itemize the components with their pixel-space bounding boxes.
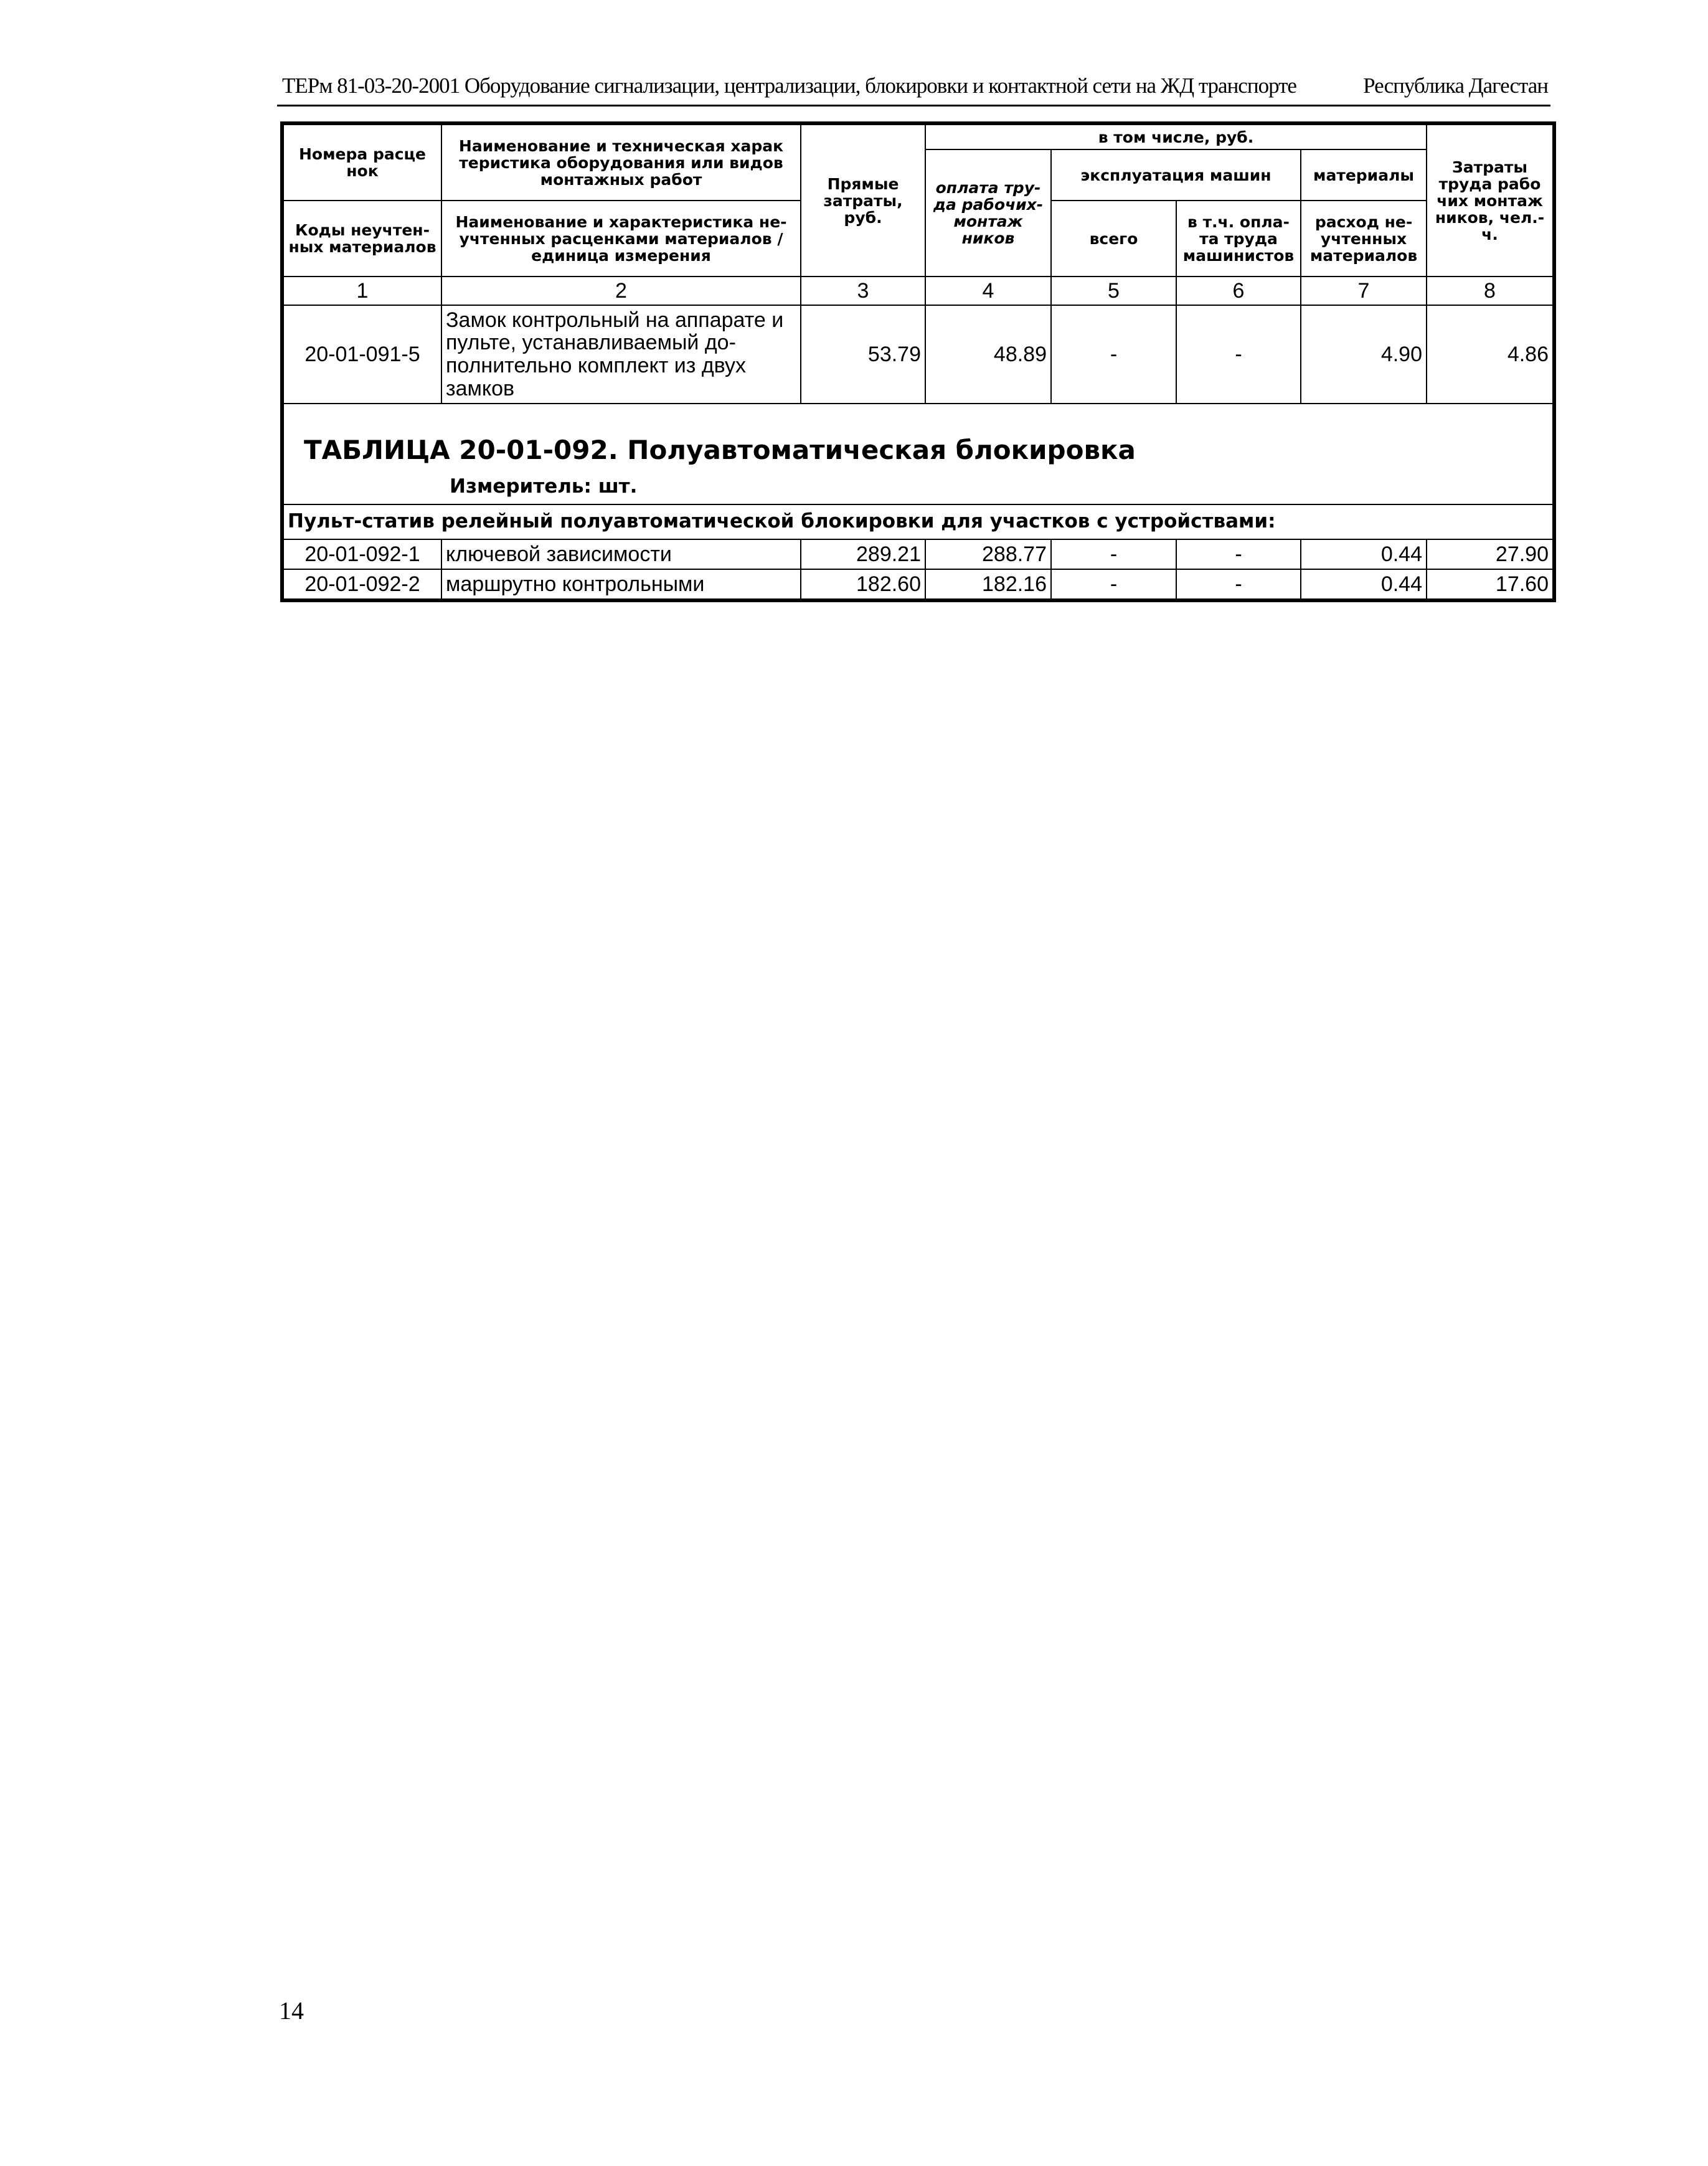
table-title: ТАБЛИЦА 20-01-092. Полуавтоматическая блокировка	[304, 434, 1136, 465]
labor-pay: 48.89	[925, 305, 1051, 404]
materials: 0.44	[1301, 569, 1427, 600]
header-materials: материалы	[1301, 149, 1427, 201]
column-number: 5	[1051, 277, 1176, 305]
labor-cost: 4.86	[1427, 305, 1554, 404]
direct-costs: 289.21	[801, 539, 925, 569]
header-labor-pay: оплата тру-да рабочих-монтаж ников	[925, 149, 1051, 277]
header-machines-total: всего	[1051, 201, 1176, 277]
direct-costs: 182.60	[801, 569, 925, 600]
header-labor-cost: Затраты труда рабо чих монтаж ников, чел.-ч.	[1427, 123, 1554, 277]
labor-cost: 17.60	[1427, 569, 1554, 600]
table-row	[282, 569, 1554, 600]
header-name: Наименование и техническая харак теристика оборудования или видов монтажных работ	[441, 123, 801, 201]
materials: 4.90	[1301, 305, 1427, 404]
header-unaccounted-materials: Наименование и характеристика не-учтенных расценками материалов / единица измерения	[441, 201, 801, 277]
machines-total: -	[1051, 305, 1176, 404]
rate-name: Замок контрольный на аппарате и пульте, устанавливаемый до-полнительно комплект из двух замков	[441, 305, 801, 404]
materials: 0.44	[1301, 539, 1427, 569]
column-number: 8	[1427, 277, 1554, 305]
machines-pay: -	[1176, 569, 1301, 600]
rates-table	[280, 121, 1556, 602]
column-number: 3	[801, 277, 925, 305]
header-materials-consumption: расход не-учтенных материалов	[1301, 201, 1427, 277]
labor-pay: 182.16	[925, 569, 1051, 600]
column-number: 1	[282, 277, 441, 305]
rate-code: 20-01-092-1	[282, 539, 441, 569]
column-number: 4	[925, 277, 1051, 305]
header-row-1	[282, 123, 1554, 149]
section-subtitle: Пульт-статив релейный полуавтоматической блокировки для участков с устройствами:	[282, 504, 1554, 539]
labor-pay: 288.77	[925, 539, 1051, 569]
column-numbers-row	[282, 277, 1554, 305]
column-number: 7	[1301, 277, 1427, 305]
labor-cost: 27.90	[1427, 539, 1554, 569]
page-number: 14	[279, 1997, 304, 2025]
header-machines-pay: в т.ч. опла-та труда машинистов	[1176, 201, 1301, 277]
measure-line	[450, 476, 1549, 497]
machines-pay: -	[1176, 305, 1301, 404]
table-row	[282, 305, 1554, 404]
header-unaccounted-codes: Коды неучтен-ных материалов	[282, 201, 441, 277]
machines-total: -	[1051, 539, 1176, 569]
measure-unit: шт.	[598, 475, 638, 498]
table-title-row	[282, 404, 1554, 504]
region-name: Республика Дагестан	[1363, 73, 1548, 98]
machines-total: -	[1051, 569, 1176, 600]
document-title: ТЕРм 81-03-20-2001 Оборудование сигнализации, централизации, блокировки и контактной сети на ЖД транспорте	[282, 73, 1296, 98]
direct-costs: 53.79	[801, 305, 925, 404]
section-subtitle-row	[282, 504, 1554, 539]
page-header	[277, 70, 1550, 106]
table-row	[282, 539, 1554, 569]
header-code: Номера расце нок	[282, 123, 441, 201]
header-machines: эксплуатация машин	[1051, 149, 1301, 201]
rate-code: 20-01-091-5	[282, 305, 441, 404]
rate-name: ключевой зависимости	[441, 539, 801, 569]
rate-code: 20-01-092-2	[282, 569, 441, 600]
header-including: в том числе, руб.	[925, 123, 1427, 149]
column-number: 6	[1176, 277, 1301, 305]
machines-pay: -	[1176, 539, 1301, 569]
column-number: 2	[441, 277, 801, 305]
header-direct-costs: Прямые затраты, руб.	[801, 123, 925, 277]
rate-name: маршрутно контрольными	[441, 569, 801, 600]
measure-label: Измеритель:	[450, 475, 592, 498]
